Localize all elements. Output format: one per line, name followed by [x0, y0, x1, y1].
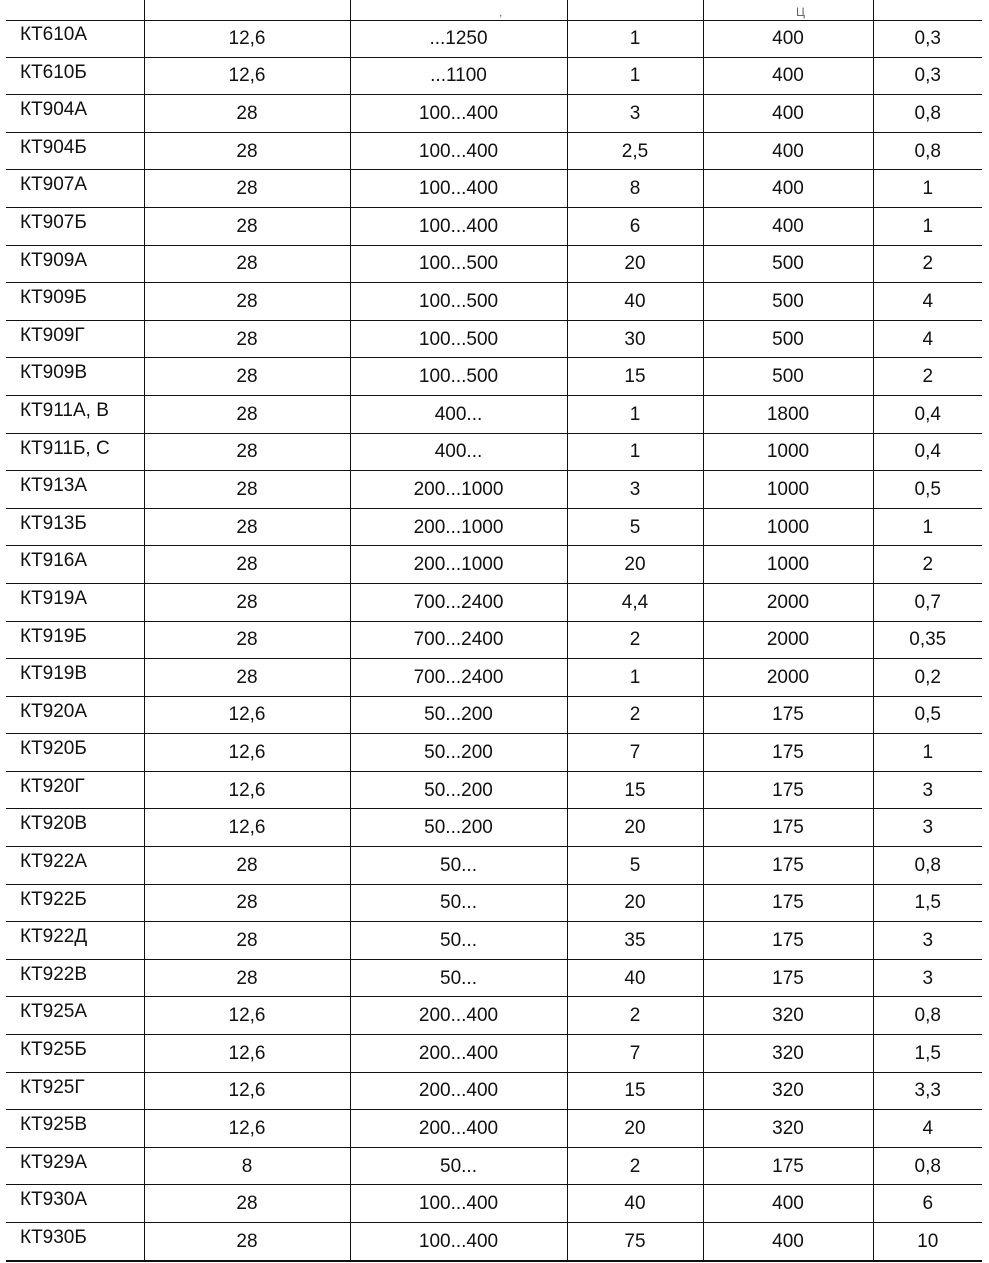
cell-last: 6 [873, 1185, 982, 1223]
cell-power: 20 [567, 1110, 703, 1148]
table-row [6, 283, 982, 321]
cell-freq-range: 50... [350, 884, 567, 922]
cell-freq: 320 [703, 1035, 873, 1073]
table-row [6, 997, 982, 1035]
cell-power: 7 [567, 1035, 703, 1073]
cell-power: 20 [567, 809, 703, 847]
cell-model: КТ913А [6, 471, 144, 509]
cell-freq-range: 50...200 [350, 809, 567, 847]
cell-power: 5 [567, 847, 703, 885]
cell-last: 2 [873, 358, 982, 396]
cell-model: КТ909В [6, 358, 144, 396]
cell-model: КТ925Г [6, 1072, 144, 1110]
cell-voltage: 12,6 [144, 696, 350, 734]
cell-voltage: 28 [144, 1185, 350, 1223]
cell-freq-range: 50...200 [350, 696, 567, 734]
cell-voltage: 28 [144, 132, 350, 170]
cell-freq: 320 [703, 1110, 873, 1148]
table-row [6, 959, 982, 997]
cell-power: 6 [567, 207, 703, 245]
cell-last: 1 [873, 508, 982, 546]
table-row [6, 1223, 982, 1261]
cell-freq-range: 100...400 [350, 1223, 567, 1261]
cell-power: 1 [567, 20, 703, 57]
cell-last: 3,3 [873, 1072, 982, 1110]
cell-power: 2 [567, 1147, 703, 1185]
cell-freq: 175 [703, 1147, 873, 1185]
cell-freq: 400 [703, 170, 873, 208]
cell-freq: 400 [703, 132, 873, 170]
cell-last: 3 [873, 959, 982, 997]
cell-voltage: 12,6 [144, 734, 350, 772]
cell-power: 2 [567, 621, 703, 659]
cell-freq-range: 50... [350, 959, 567, 997]
cell-freq: 175 [703, 696, 873, 734]
cell-model: КТ909Б [6, 283, 144, 321]
cell-last: 0,4 [873, 395, 982, 433]
cell-freq: 500 [703, 320, 873, 358]
cell-voltage: 12,6 [144, 1035, 350, 1073]
transistor-spec-sheet [6, 0, 982, 1263]
cell-freq: 175 [703, 771, 873, 809]
cell-freq: 175 [703, 847, 873, 885]
cell-voltage: 28 [144, 395, 350, 433]
cell-model: КТ922В [6, 959, 144, 997]
cell-voltage: 28 [144, 847, 350, 885]
header-fragment: , [499, 5, 503, 19]
cell-power: 30 [567, 320, 703, 358]
table-row [6, 771, 982, 809]
cell-freq-range: 50... [350, 922, 567, 960]
cell-last: 1 [873, 170, 982, 208]
cell-power: 1 [567, 659, 703, 697]
cell-last: 1,5 [873, 884, 982, 922]
cell-freq-range: 200...400 [350, 997, 567, 1035]
cell-voltage: 28 [144, 358, 350, 396]
cell-freq: 500 [703, 358, 873, 396]
table-row [6, 884, 982, 922]
table-body [6, 20, 982, 1261]
cell-freq-range: 700...2400 [350, 659, 567, 697]
cell-freq-range: 100...500 [350, 320, 567, 358]
cell-model: КТ919Б [6, 621, 144, 659]
cell-freq-range: 700...2400 [350, 583, 567, 621]
cell-power: 15 [567, 358, 703, 396]
table-row [6, 583, 982, 621]
cell-model: КТ911А, В [6, 395, 144, 433]
cell-voltage: 12,6 [144, 771, 350, 809]
cell-freq: 1000 [703, 433, 873, 471]
cell-freq: 400 [703, 207, 873, 245]
header-fragment: Ц [796, 5, 805, 19]
cell-voltage: 8 [144, 1147, 350, 1185]
cell-freq: 1000 [703, 508, 873, 546]
cell-last: 4 [873, 1110, 982, 1148]
cell-model: КТ920Б [6, 734, 144, 772]
cell-freq: 2000 [703, 621, 873, 659]
cell-freq: 500 [703, 245, 873, 283]
cell-last: 0,8 [873, 1147, 982, 1185]
table-row [6, 395, 982, 433]
cell-voltage: 12,6 [144, 809, 350, 847]
transistor-table [6, 20, 982, 1262]
table-row [6, 659, 982, 697]
cell-freq: 175 [703, 922, 873, 960]
cell-voltage: 28 [144, 433, 350, 471]
cell-power: 40 [567, 283, 703, 321]
cell-power: 5 [567, 508, 703, 546]
cell-power: 20 [567, 884, 703, 922]
cell-model: КТ925А [6, 997, 144, 1035]
cell-last: 1 [873, 734, 982, 772]
cell-freq-range: 400... [350, 395, 567, 433]
cell-model: КТ909А [6, 245, 144, 283]
table-row [6, 170, 982, 208]
cell-power: 2 [567, 696, 703, 734]
cell-power: 1 [567, 395, 703, 433]
cell-voltage: 28 [144, 170, 350, 208]
cell-voltage: 28 [144, 245, 350, 283]
table-row [6, 809, 982, 847]
cell-model: КТ922Д [6, 922, 144, 960]
cell-power: 4,4 [567, 583, 703, 621]
table-row [6, 621, 982, 659]
cell-voltage: 28 [144, 659, 350, 697]
cell-model: КТ907А [6, 170, 144, 208]
cell-voltage: 28 [144, 621, 350, 659]
cell-model: КТ916А [6, 546, 144, 584]
cell-voltage: 28 [144, 959, 350, 997]
cell-freq-range: 50...200 [350, 771, 567, 809]
cell-freq: 320 [703, 1072, 873, 1110]
cell-model: КТ920Г [6, 771, 144, 809]
cell-model: КТ904А [6, 95, 144, 133]
cell-freq: 320 [703, 997, 873, 1035]
cell-power: 8 [567, 170, 703, 208]
cell-freq: 175 [703, 809, 873, 847]
table-row [6, 696, 982, 734]
table-row [6, 95, 982, 133]
cell-voltage: 12,6 [144, 1072, 350, 1110]
cell-voltage: 28 [144, 583, 350, 621]
cell-power: 7 [567, 734, 703, 772]
cell-freq-range: 200...400 [350, 1035, 567, 1073]
cell-voltage: 28 [144, 471, 350, 509]
table-row [6, 320, 982, 358]
cell-last: 0,8 [873, 95, 982, 133]
cell-freq-range: 100...500 [350, 358, 567, 396]
cell-freq: 400 [703, 95, 873, 133]
cell-last: 0,4 [873, 433, 982, 471]
cell-last: 0,2 [873, 659, 982, 697]
cell-last: 0,35 [873, 621, 982, 659]
cell-freq-range: 200...1000 [350, 546, 567, 584]
cell-power: 1 [567, 433, 703, 471]
cell-voltage: 12,6 [144, 1110, 350, 1148]
cell-model: КТ922Б [6, 884, 144, 922]
table-row [6, 922, 982, 960]
cell-power: 15 [567, 1072, 703, 1110]
cell-power: 3 [567, 95, 703, 133]
cell-last: 3 [873, 922, 982, 960]
cell-model: КТ907Б [6, 207, 144, 245]
table-row [6, 734, 982, 772]
cell-freq: 400 [703, 1185, 873, 1223]
table-row [6, 1072, 982, 1110]
cell-freq: 400 [703, 1223, 873, 1261]
cell-voltage: 28 [144, 546, 350, 584]
cell-freq: 1800 [703, 395, 873, 433]
table-row [6, 207, 982, 245]
cell-voltage: 12,6 [144, 997, 350, 1035]
cell-last: 3 [873, 771, 982, 809]
cell-voltage: 28 [144, 922, 350, 960]
cell-last: 3 [873, 809, 982, 847]
cell-power: 40 [567, 1185, 703, 1223]
cell-model: КТ925В [6, 1110, 144, 1148]
cell-freq-range: 200...400 [350, 1072, 567, 1110]
cell-last: 0,5 [873, 471, 982, 509]
cell-last: 1,5 [873, 1035, 982, 1073]
header-cell-freq [703, 0, 874, 20]
table-row [6, 358, 982, 396]
header-cell-model [6, 0, 144, 20]
cell-power: 35 [567, 922, 703, 960]
cell-freq-range: 400... [350, 433, 567, 471]
table-row [6, 1035, 982, 1073]
cell-freq: 175 [703, 734, 873, 772]
header-cell-voltage [144, 0, 351, 20]
cell-last: 0,3 [873, 57, 982, 95]
cell-voltage: 28 [144, 320, 350, 358]
table-row [6, 57, 982, 95]
cell-freq: 2000 [703, 583, 873, 621]
cell-freq-range: 50... [350, 1147, 567, 1185]
cell-model: КТ919А [6, 583, 144, 621]
cell-last: 0,8 [873, 847, 982, 885]
cell-freq: 2000 [703, 659, 873, 697]
cell-voltage: 28 [144, 1223, 350, 1261]
cell-voltage: 12,6 [144, 20, 350, 57]
table-row [6, 508, 982, 546]
cell-model: КТ930Б [6, 1223, 144, 1261]
cell-voltage: 28 [144, 207, 350, 245]
cell-last: 2 [873, 245, 982, 283]
cell-last: 0,3 [873, 20, 982, 57]
cell-freq-range: 100...500 [350, 283, 567, 321]
cell-freq-range: 100...400 [350, 1185, 567, 1223]
header-cell-freq-range [350, 0, 568, 20]
cell-power: 3 [567, 471, 703, 509]
cell-power: 20 [567, 245, 703, 283]
cell-freq-range: 200...1000 [350, 471, 567, 509]
header-cell-last [873, 0, 982, 20]
table-row [6, 1185, 982, 1223]
cell-power: 2,5 [567, 132, 703, 170]
cell-last: 0,8 [873, 997, 982, 1035]
cell-freq-range: 700...2400 [350, 621, 567, 659]
cell-model: КТ911Б, С [6, 433, 144, 471]
table-row [6, 20, 982, 57]
cell-freq-range: 100...400 [350, 207, 567, 245]
cell-freq: 175 [703, 884, 873, 922]
cell-freq-range: 50...200 [350, 734, 567, 772]
table-row [6, 471, 982, 509]
cell-last: 0,8 [873, 132, 982, 170]
cell-model: КТ904Б [6, 132, 144, 170]
cell-freq-range: 50... [350, 847, 567, 885]
cell-freq-range: 200...400 [350, 1110, 567, 1148]
cell-freq: 400 [703, 20, 873, 57]
table-row [6, 1147, 982, 1185]
cell-last: 1 [873, 207, 982, 245]
table-row [6, 847, 982, 885]
cell-freq-range: 100...500 [350, 245, 567, 283]
cell-freq: 1000 [703, 546, 873, 584]
cell-power: 15 [567, 771, 703, 809]
table-row [6, 433, 982, 471]
cell-freq: 1000 [703, 471, 873, 509]
cell-model: КТ930А [6, 1185, 144, 1223]
cell-power: 20 [567, 546, 703, 584]
cell-last: 0,5 [873, 696, 982, 734]
cell-model: КТ920В [6, 809, 144, 847]
cell-freq-range: ...1100 [350, 57, 567, 95]
cell-model: КТ929А [6, 1147, 144, 1185]
cell-voltage: 28 [144, 884, 350, 922]
cell-freq-range: ...1250 [350, 20, 567, 57]
table-row [6, 546, 982, 584]
cell-freq-range: 100...400 [350, 170, 567, 208]
cell-freq: 400 [703, 57, 873, 95]
cell-power: 2 [567, 997, 703, 1035]
cell-voltage: 12,6 [144, 57, 350, 95]
cell-model: КТ913Б [6, 508, 144, 546]
table-row [6, 132, 982, 170]
cell-voltage: 28 [144, 283, 350, 321]
header-cell-power [567, 0, 704, 20]
cell-model: КТ909Г [6, 320, 144, 358]
cell-voltage: 28 [144, 508, 350, 546]
cell-power: 40 [567, 959, 703, 997]
cell-freq: 175 [703, 959, 873, 997]
cell-model: КТ610Б [6, 57, 144, 95]
cell-freq-range: 200...1000 [350, 508, 567, 546]
cell-model: КТ925Б [6, 1035, 144, 1073]
table-row [6, 1110, 982, 1148]
cell-last: 10 [873, 1223, 982, 1261]
cell-model: КТ920А [6, 696, 144, 734]
truncated-header-row [6, 0, 982, 21]
cell-power: 1 [567, 57, 703, 95]
cell-freq-range: 100...400 [350, 95, 567, 133]
cell-freq-range: 100...400 [350, 132, 567, 170]
cell-last: 4 [873, 283, 982, 321]
cell-freq: 500 [703, 283, 873, 321]
cell-model: КТ610А [6, 20, 144, 57]
cell-last: 2 [873, 546, 982, 584]
cell-model: КТ919В [6, 659, 144, 697]
table-row [6, 245, 982, 283]
cell-power: 75 [567, 1223, 703, 1261]
cell-last: 0,7 [873, 583, 982, 621]
cell-last: 4 [873, 320, 982, 358]
cell-model: КТ922А [6, 847, 144, 885]
cell-voltage: 28 [144, 95, 350, 133]
